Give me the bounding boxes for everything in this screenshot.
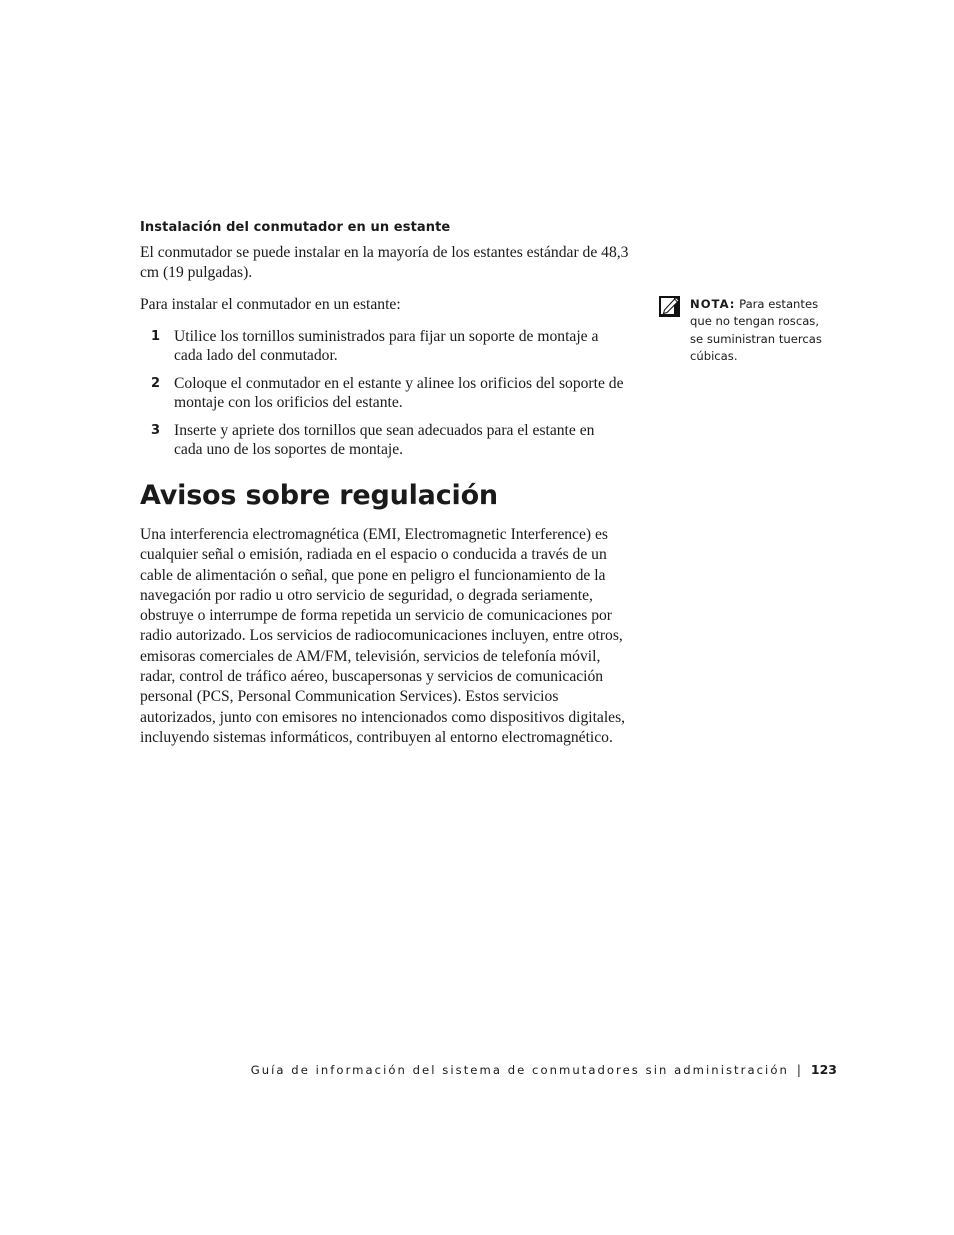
step-text: Coloque el conmutador en el estante y alinee los orificios del soporte de montaje con los orificios del estante. (174, 375, 624, 411)
note-label: NOTA: (690, 297, 736, 311)
note-pencil-icon (659, 296, 680, 317)
section-title: Avisos sobre regulación (140, 480, 498, 511)
note-body (690, 296, 830, 366)
page-number: 123 (810, 1062, 837, 1077)
emi-paragraph: Una interferencia electromagnética (EMI, Electromagnetic Interference) es cualquier señal o emisión, radiada en el espacio o conducida a través de un cable de alimentación o señal, que pone en peligro el funcionamiento de la navegación por radio u otro servicio de seguridad, o degrada seriamente, obstruye o interrumpe de forma repetida un servicio de comunicaciones por radio autorizado. Los servicios de radiocomunicaciones incluyen, entre otros, emisoras comerciales de AM/FM, televisión, servicios de telefonía móvil, radar, control de tráfico aéreo, buscapersonas y servicios de comunicación personal (PCS, Personal Communication Services). Estos servicios autorizados, junto con emisores no intencionados como dispositivos digitales, incluyendo sistemas informáticos, contribuyen al entorno electromagnético. (140, 526, 626, 746)
footer-separator: | (796, 1063, 801, 1077)
step-number: 2 (151, 376, 161, 391)
note-text: Para estantes que no tengan roscas, se suministran tuercas cúbicas. (690, 297, 822, 364)
subsection-heading: Instalación del conmutador en un estante (140, 220, 451, 235)
page-footer (200, 1061, 837, 1079)
lead-paragraph: Para instalar el conmutador en un estante: (140, 296, 401, 313)
step-number: 1 (151, 329, 161, 344)
step-text: Inserte y apriete dos tornillos que sean adecuados para el estante en cada uno de los soportes de montaje. (174, 422, 595, 458)
step-text: Utilice los tornillos suministrados para fijar un soporte de montaje a cada lado del conmutador. (174, 328, 599, 364)
footer-title: Guía de información del sistema de conmutadores sin administración (250, 1063, 789, 1077)
step-number: 3 (151, 423, 161, 438)
intro-paragraph: El conmutador se puede instalar en la mayoría de los estantes estándar de 48,3 cm (19 pulgadas). (140, 244, 629, 282)
